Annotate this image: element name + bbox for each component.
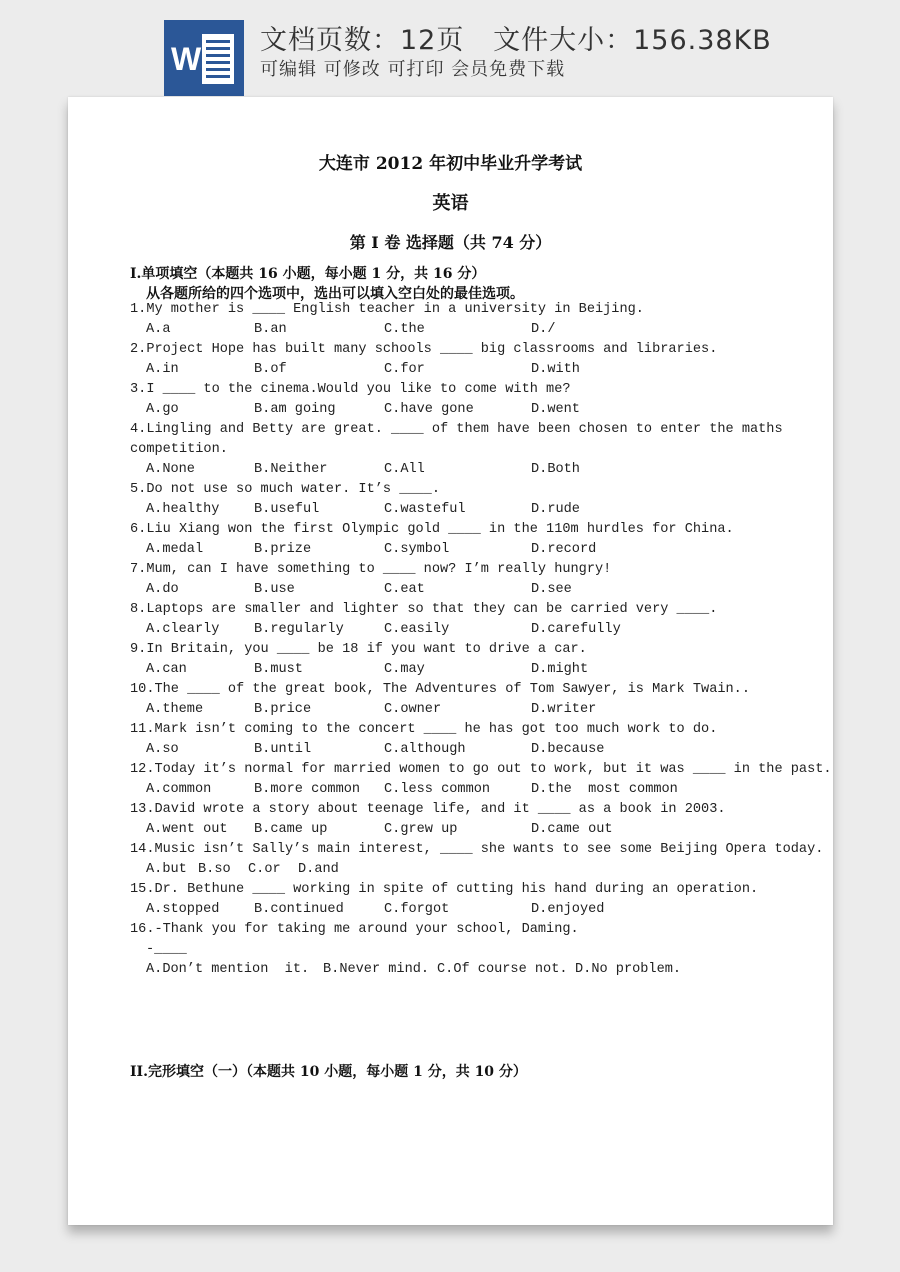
section1-instruction: 从各题所给的四个选项中，选出可以填入空白处的最佳选项。 (146, 286, 524, 302)
logo-letter: W (171, 41, 202, 77)
answer-option-b: B.of (254, 362, 287, 377)
answer-option-d: D.writer (531, 702, 597, 717)
question-stem: 8.Laptops are smaller and lighter so that they can be carried very ____. (130, 602, 718, 617)
part-title: 第 I 卷 选择题（共 74 分） (349, 233, 552, 252)
answer-option-c: C.All (384, 462, 425, 477)
answer-option-d: D.went (531, 402, 580, 417)
answer-option-c: C.the (384, 322, 425, 337)
answer-option-a: A.None (146, 462, 195, 477)
answer-option-d: D.rude (531, 502, 580, 517)
answer-option-d: D.carefully (531, 622, 621, 637)
answer-option-d: D.because (531, 742, 605, 757)
answer-option-c: C.grew up (384, 822, 458, 837)
answer-option-b: B.an (254, 322, 287, 337)
answer-option-c: C.wasteful (384, 502, 466, 517)
question-stem-continued: -____ (146, 942, 187, 957)
answer-option-d: D.Both (531, 462, 580, 477)
answer-option-a: A.so (146, 742, 179, 757)
answer-option-b: B.regularly (254, 622, 344, 637)
answer-option-a: A.Don’t mention it. (146, 962, 310, 977)
answer-option-d: D./ (531, 322, 556, 337)
answer-option-c: C.owner (384, 702, 442, 717)
answer-option-b: B.came up (254, 822, 328, 837)
answer-option-c: C.Of course not. (437, 962, 568, 977)
answer-option-d: D.might (531, 662, 589, 677)
answer-option-c: C.may (384, 662, 425, 677)
answer-option-a: A.common (146, 782, 212, 797)
answer-option-a: A.clearly (146, 622, 220, 637)
answer-option-d: D.with (531, 362, 580, 377)
answer-option-a: A.theme (146, 702, 204, 717)
download-header (0, 0, 900, 100)
question-stem: 1.My mother is ____ English teacher in a university in Beijing. (130, 302, 644, 317)
question-stem: 10.The ____ of the great book, The Adventures of Tom Sawyer, is Mark Twain.. (130, 682, 750, 697)
doc-info-features: 可编辑 可修改 可打印 会员免费下载 (260, 59, 566, 80)
answer-option-d: D.came out (531, 822, 613, 837)
answer-option-d: D.and (298, 862, 339, 877)
answer-option-d: D.record (531, 542, 597, 557)
answer-option-b: B.price (254, 702, 312, 717)
exam-title: 大连市 2012 年初中毕业升学考试 (318, 154, 583, 174)
answer-option-c: C.or (248, 862, 281, 877)
answer-option-c: C.eat (384, 582, 425, 597)
answer-option-a: A.went out (146, 822, 228, 837)
answer-option-b: B.continued (254, 902, 344, 917)
answer-option-c: C.for (384, 362, 425, 377)
exam-subject: 英语 (432, 193, 469, 214)
answer-option-b: B.Never mind. (323, 962, 430, 977)
section1-heading: I.单项填空（本题共 16 小题，每小题 1 分，共 16 分） (130, 266, 486, 282)
answer-option-c: C.have gone (384, 402, 474, 417)
question-stem: 13.David wrote a story about teenage life, and it ____ as a book in 2003. (130, 802, 726, 817)
question-stem: 12.Today it’s normal for married women to go out to work, but it was ____ in the past. (130, 762, 832, 777)
answer-option-d: D.see (531, 582, 572, 597)
question-stem: 2.Project Hope has built many schools ____ big classrooms and libraries. (130, 342, 718, 357)
answer-option-d: D.No problem. (575, 962, 682, 977)
answer-option-a: A.medal (146, 542, 204, 557)
question-stem: 15.Dr. Bethune ____ working in spite of cutting his hand during an operation. (130, 882, 759, 897)
question-stem: 6.Liu Xiang won the first Olympic gold ____ in the 110m hurdles for China. (130, 522, 734, 537)
question-stem: 4.Lingling and Betty are great. ____ of them have been chosen to enter the maths (130, 422, 783, 437)
question-stem: 11.Mark isn’t coming to the concert ____ he has got too much work to do. (130, 722, 718, 737)
section2-heading: II.完形填空（一）（本题共 10 小题，每小题 1 分，共 10 分） (130, 1064, 527, 1080)
answer-option-b: B.Neither (254, 462, 328, 477)
question-stem: 16.-Thank you for taking me around your school, Daming. (130, 922, 579, 937)
question-stem: 7.Mum, can I have something to ____ now? I’m really hungry! (130, 562, 612, 577)
question-stem: 9.In Britain, you ____ be 18 if you want to drive a car. (130, 642, 587, 657)
answer-option-c: C.forgot (384, 902, 450, 917)
answer-option-a: A.healthy (146, 502, 220, 517)
document-page (68, 97, 833, 1225)
question-stem-continued: competition. (130, 442, 228, 457)
answer-option-b: B.use (254, 582, 295, 597)
answer-option-c: C.easily (384, 622, 450, 637)
question-stem: 14.Music isn’t Sally’s main interest, ____ she wants to see some Beijing Opera today. (130, 842, 824, 857)
answer-option-b: B.so (198, 862, 231, 877)
answer-option-b: B.until (254, 742, 312, 757)
answer-option-c: C.less common (384, 782, 491, 797)
answer-option-b: B.more common (254, 782, 361, 797)
answer-option-a: A.go (146, 402, 179, 417)
answer-option-b: B.useful (254, 502, 320, 517)
question-stem: 3.I ____ to the cinema.Would you like to come with me? (130, 382, 571, 397)
answer-option-a: A.stopped (146, 902, 220, 917)
doc-info-title: 文档页数：12页 文件大小：156.38KB (260, 25, 772, 56)
answer-option-d: D.enjoyed (531, 902, 605, 917)
answer-option-b: B.must (254, 662, 303, 677)
answer-option-c: C.symbol (384, 542, 450, 557)
answer-option-a: A.can (146, 662, 187, 677)
question-stem: 5.Do not use so much water. It’s ____. (130, 482, 440, 497)
answer-option-d: D.the most common (531, 782, 678, 797)
answer-option-b: B.prize (254, 542, 312, 557)
answer-option-c: C.although (384, 742, 466, 757)
answer-option-a: A.in (146, 362, 179, 377)
answer-option-a: A.but (146, 862, 187, 877)
answer-option-b: B.am going (254, 402, 336, 417)
answer-option-a: A.do (146, 582, 179, 597)
word-doc-icon (164, 20, 244, 96)
answer-option-a: A.a (146, 322, 171, 337)
